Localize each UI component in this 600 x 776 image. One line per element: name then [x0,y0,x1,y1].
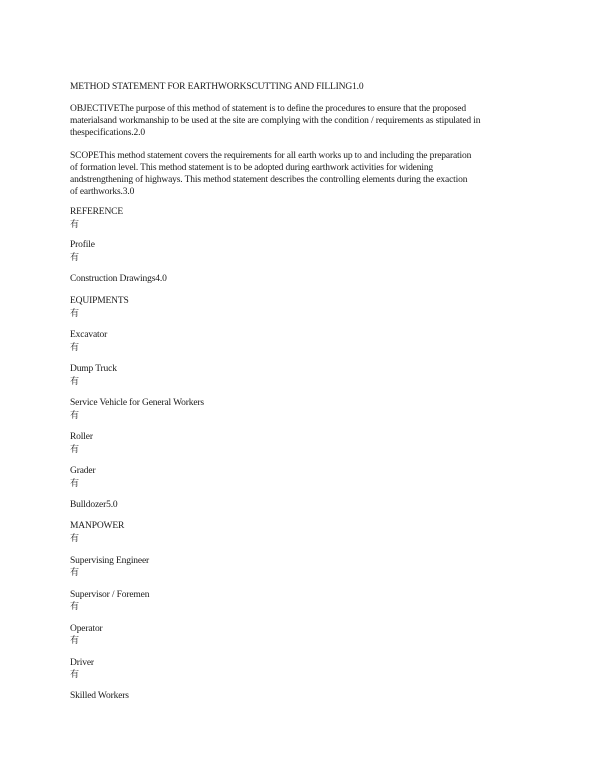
bullet-glyph: 有 [70,534,80,544]
item-operator: Operator [70,624,103,634]
bullet-glyph: 有 [70,309,80,319]
item-manpower: MANPOWER [70,521,125,531]
bullet-glyph: 有 [70,343,80,353]
scope-line-2: of formation level. This method statement is to be adopted during earthwork activities for widening [70,163,434,173]
item-profile: Profile [70,240,95,250]
item-supervising-engineer: Supervising Engineer [70,556,150,566]
bullet-glyph: 有 [70,602,80,612]
bullet-glyph: 有 [70,479,80,489]
item-reference: REFERENCE [70,207,124,217]
bullet-glyph: 有 [70,377,80,387]
item-equipments: EQUIPMENTS [70,296,129,306]
objective-line-2: materialsand workmanship to be used at the site are complying with the condition / requirements as stipulated in [70,116,481,126]
objective-line-3: thespecifications.2.0 [70,128,145,138]
item-bulldozer: Bulldozer5.0 [70,500,118,510]
scope-line-4: of earthworks.3.0 [70,187,135,197]
document-title: METHOD STATEMENT FOR EARTHWORKSCUTTING AND FILLING1.0 [70,82,364,92]
item-driver: Driver [70,658,94,668]
item-service-vehicle: Service Vehicle for General Workers [70,398,204,408]
bullet-glyph: 有 [70,253,80,263]
item-dump-truck: Dump Truck [70,364,117,374]
bullet-glyph: 有 [70,636,80,646]
objective-line-1: OBJECTIVEThe purpose of this method of statement is to define the procedures to ensure that the proposed [70,104,466,114]
item-skilled-workers: Skilled Workers [70,691,129,701]
scope-line-3: andstrengthening of highways. This method statement describes the controlling elements during the exaction [70,175,468,185]
item-construction-drawings: Construction Drawings4.0 [70,274,167,284]
item-roller: Roller [70,432,93,442]
bullet-glyph: 有 [70,445,80,455]
scope-line-1: SCOPEThis method statement covers the requirements for all earth works up to and including the preparation [70,151,472,161]
bullet-glyph: 有 [70,411,80,421]
item-grader: Grader [70,466,96,476]
bullet-glyph: 有 [70,568,80,578]
bullet-glyph: 有 [70,220,80,230]
bullet-glyph: 有 [70,670,80,680]
item-excavator: Excavator [70,330,108,340]
item-supervisor-foremen: Supervisor / Foremen [70,590,150,600]
